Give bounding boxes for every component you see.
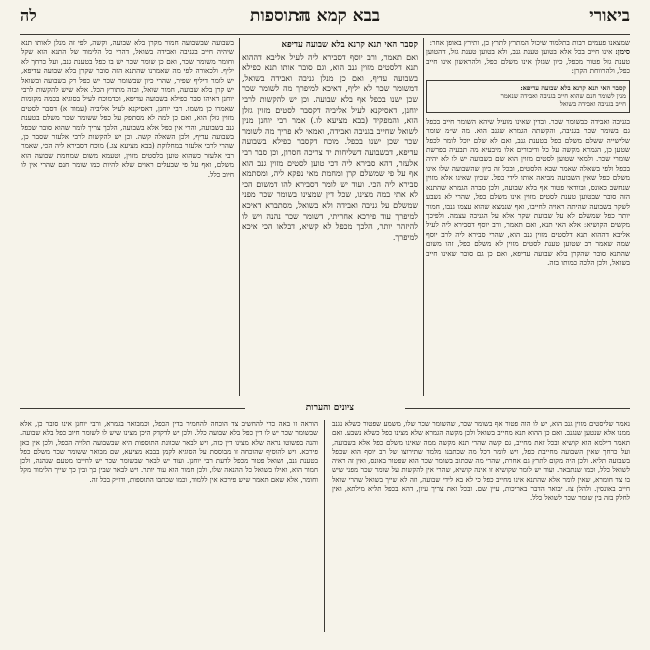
siman-text: אינו חייב בכל אלא בטוען טענת גנב, ולא בטוען טענת גזל, דהטוען טענת גזל פטור מכפל, כיון שגזלן אינו משלם כפל, ולהראשון אינו חייב כפל, ולהרווחת הקרן: xyxy=(426,47,630,76)
box-line: מנין לשומר חנם שהוא חייב בגניבה ואבידה שנאמר xyxy=(500,92,626,101)
tosafot-text: ואם תאמר, ורב יוסף דסבירא ליה לעיל אליבא דההוא תנא דלסטים מזוין גנב הוא, וגם סובר אותו תנא כפילא בשבועה עדיף, ואם כן מנלן גניבה ואבידה בשואל, דמשומר שכר לא יליף, דאיכא למיפרך מה לשומר שכר שכן ישנו בכפל אף בלא שבועה. xyxy=(242,52,418,104)
header-tractate: בבא קמא נז: xyxy=(294,6,380,26)
column-divider xyxy=(423,38,424,396)
header-left-title: ביאורי xyxy=(589,6,630,26)
notes-header xyxy=(20,402,630,416)
quote-box xyxy=(426,80,630,113)
box-line: חייב בגניבה ואבידה בשואל xyxy=(559,100,626,109)
right-body: בגניבה ואבידה כבשומר שכר. ובדין שאינו מועיל שיהא השומר חייב בכפל גם בשומר שכר בגניבה, והקשתה הגמרא שגנב הוא. מה ש״מ שומר שלישייה ששלם משלם כפל בטענת גנב, ואם לא שלם יוכל לומר לכפל שטען כן, הגמרא מקשה על כל ודיבורים אלו מיבעיא מה תבעיה בפרשת שומרי שכר. ולמאי שטוען לסטים מזוין הוא שם בשבועה יש לו לא יהיה בכפל ולפי בשאלה שאמר שבא הלסטים, ובכל זה כיון שהשבועה שלו אינו משלם כפל שאין השבועה מביאה אותו לידי כפל. שכיון שאינו אלא מזוין שנחשב כאונס, ובוודאי פטור אף בלא שבועה, ולכן סברה הגמרא שהתנא הזה סובר שבטוען טענת לסטים מזוין אינו משלם כפל, שהרי לא נשבע לשקר בשבועה שהיתה ראויה לחייבו, ואף שנמצא שהוא עצמו גנבו, חמור יותר כפל שמשלם לא על שבועת שקר אלא על הגניבה עצמה. ולפיכך מקשים הקושיא: אלא האי תנא, ואם תאמר, ורב יוסף דסבירא ליה לעיל אליבא דההוא תנא דלסטים מזוין גנב הוא, שהרי סבירא ליה לרב יוסף שמה שאמר רב שטוען טענת לסטים מזוין לא משלם כפל, זהו משום שהתנא סובר שהקרן בלא שבועה עדיפא, ואם כן גם סובר שאינו חייב בשואל, ולכן הלכה כמותו בזה. xyxy=(426,116,630,267)
left-text: ולכאורה לפי מה שאמרנו שהתנא הזה סובר שקרן בלא שבועה עדיפא, יש לומר דיליף שפיר, שהרי כיון שבשומר שכר יש כפל רק בשבועה ובשואל יש קרן בלא שבועה, חמור שואל, ובזה מתורץ הכל. אלא שיש להקשות לרבי יוחנן דאיהו סבר כפילא בשבועה עדיפא, וכדמוכח לעיל בסוגיא בכמה מקומות שאמרו כן משמו. xyxy=(21,66,234,113)
tosafot-text: ועוד יש לומר דסבירא להו דמשום הכי לא אתי במה מצינו, שכל דין שמצינו בשומר שכר מפני שמשלם על גניבה ואבידה ולא בשואל, מסתברא דאיכא למיפרך עוד פירכא אחריתי, דשומר שכר נהנה ויש לו להיזהר יותר, הלכך מכפל לא קשיא, דבלאו הכי איכא למיפרך. xyxy=(242,179,418,242)
left-text: בשבועה שבשבועה חמור מקרן בלא שבועה, וקשה, לפי זה מנלן לאותו תנא שיהיה חייב בגניבה ואבידה בשואל, דהרי כל הלימוד של התנא הוא שקל וחומר משומר שכר, ואם כן שומר שכר יש בו כפל בטענת גנב, ועל כרחך לא יליף. xyxy=(21,38,234,76)
notes-divider xyxy=(405,408,630,409)
left-column xyxy=(21,38,234,396)
tosafot-text: וכן יש להקשות לרבי יוחנן, דאסיקנא לעיל אליביה דקסבר לסטים מזוין גזלן הוא, והמפקיד (בבא מציעא לו.) אמר רבי יוחנן מנין לשואל שחייב בגניבה ואבידה, ואמאי לא פריך מה לשומר שכר שכן ישנו בכפל. xyxy=(242,94,418,147)
notes-right-column: נאמר שליסטים מזוין גנב הוא, יש לו הוה פטור אף בשומר שכר, שהשומר שכר שלו, משמע שפטור כשלא נגנב ממנו אלא שנטען שנגנב. ואם כן ההוא תנא מחייב בשואל ולכן מקשה הגמרא שלא מצינו כפל כשלא נשבע. ואם תאמר דילמא הוא קושיא ובכל זאת מחייב, גם קשה שהרי תנא מקשה ממה שאינו משלם כפל אלא בשבועה, ועל כרחך שאין השבועה מחייבת כפל, ויש לומר דכל מה שכתבנו מלמד שתירוצו של רב יוסף הוא שכפל בשבועה תליא. ולכן היה מקום לתרץ גם אחרת, שהרי מה שכתוב בשומר שכר הוא שפטור באונס, ואין זה ראיה לשואל כלל, וכמו שנתבאר. ועוד יש לומר שקושיא זו אינה קושיא, שהרי אין להקשות על שומר שכר מפני שיש בו צד חומרא, שאין לומר אלא שהתנא אינו מחייב כפל כי לא בא לידי שבועה, וזה לא שייך בשואל שהרי שואל חייב באונסין. ולהלן צז. יבואר הדבר באריכות, עיין שם. ובכל זאת צריך עיון, דהא בכפל תליא מילתא, ואין לחלק בזה בין שומר שכר לשואל כלל. xyxy=(332,420,630,503)
page-number: לה xyxy=(20,6,37,25)
column-divider xyxy=(239,38,240,396)
notes-title: ציונים והערות xyxy=(300,402,360,413)
header-right-title: התוספות xyxy=(250,6,309,26)
header-divider xyxy=(20,34,630,35)
right-intro: שמצאנו פעמים רבות בתלמוד שיכול המתרץ לתרץ כן, ותירץ באופן אחר: xyxy=(429,38,630,47)
siman-label: סימן: xyxy=(615,47,630,57)
notes-column-divider xyxy=(324,420,325,632)
left-text: רבי יוחנן, דאסיקנא לעיל אליביה (עמוד א) דסבר לסטים מזוין גזלן הוא, ואם כן למה לא מסתפק על כפל ששומר שכר משלם בטענת גנב בשבועה, והרי אין כפל אלא בשבועה, הלכך צריך לומר שהוא סובר שכפל בשבועה עדיף, ולכן השאלה קשה. xyxy=(21,103,234,142)
notes-left-column: הוראה זו באה כדי להחשיב צד הוכחה להחמיר בדין הכפל, וכמבואר בגמרא, ורבי יוחנן אינו סובר כן, אלא שבשומר שכר יש לו דין כפל בלא שבועה כלל. ולכן יש לדקדק היכן מצינו שיש לו לשומר חיוב כפל בלא שבועה. והנה בפשוטו נראה שלא מצינו דין כזה, ויש לבאר שכוונת התוספות היא שבשבועה תלויה הכפל, ולכן אין כאן פירכא. ויש להוסיף שהוכחה זו מבוססת על הסוגיא לקמן בבבא מציעא, שם מבואר ששומר שכר משלם כפל בטענת גנב, ושואל פטור מכפל לדעת רבי יוחנן. ועוד יש לבאר שבשומר שכר יש לחייבו מטעם שנהנה, ולכן חמור הוא, ואילו בשואל כל ההנאה שלו, ולכן חמור הוא עוד יותר. ויש לבאר שבין כך ובין כך שייך הלימוד מקל וחומר, אלא שאם תאמר שיש פירכא אין ללמוד, וכמו שכתבו התוספות, ודו״ק בכל זה. xyxy=(20,420,318,484)
page-header xyxy=(20,4,630,34)
tosafot-column xyxy=(242,38,418,396)
tosafot-heading: קסבר האי תנא קרנא בלא שבועה עדיפא xyxy=(281,40,418,50)
box-line: קסבר האי תנא קרנא בלא שבועה עדיפא: xyxy=(520,83,626,92)
left-text: וכן יש להקשות לרבי אלעזר שסבר כן, שהרי לרבי אלעזר במחלוקת (בבא מציעא צג.) מוכח דסבירא ליה הכי, שאמר רבי אלעזר כשהוא טוען בלסטים מזוין, וטעמא משום שמחמת שבועה הוא משלם, ואף על פי שבעלים ראוים שלא להיות כמו שומר חנם שהרי אין לו חיוב כלל. xyxy=(21,132,234,179)
right-column xyxy=(426,38,630,396)
notes-divider xyxy=(20,408,245,409)
tosafot-text: מוכח דקסבר כפילא בשבועה עדיפא, דבשבועה דשליחות יד צריכה חסרון, וכן סבר רבי אלעזר, דהא סבירא ליה דכי טוען לסטים מזוין גנב הוא אף על פי שמשלם קרן ומחמת מאי נפקא ליה, ומסתמא סבירא ליה הכי. xyxy=(242,137,418,189)
